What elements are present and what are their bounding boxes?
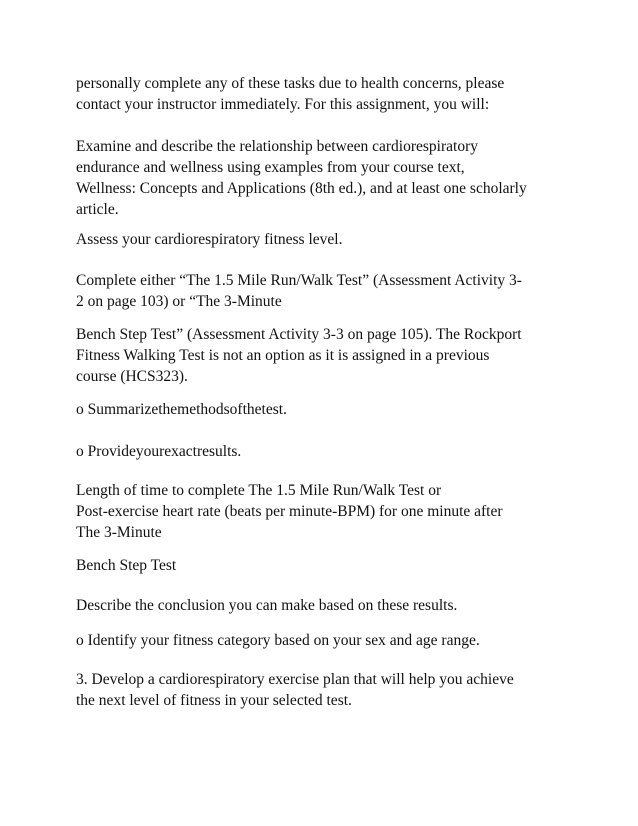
text-line: contact your instructor immediately. For this assignment, you will: <box>76 96 490 113</box>
paragraph-intro <box>76 73 576 115</box>
bullet-provide <box>76 441 576 462</box>
text-line: Bench Step Test <box>76 557 177 574</box>
paragraph-bench-step <box>76 324 576 387</box>
paragraph-length <box>76 480 576 543</box>
paragraph-complete <box>76 270 576 312</box>
text-line: Fitness Walking Test is not an option as it is assigned in a previous <box>76 347 490 364</box>
text-line: course (HCS323). <box>76 368 188 385</box>
paragraph-assess <box>76 229 576 250</box>
text-line: Complete either “The 1.5 Mile Run/Walk Test” (Assessment Activity 3- <box>76 272 522 289</box>
bullet-summarize <box>76 399 576 420</box>
paragraph-describe <box>76 595 576 616</box>
text-line: 3. Develop a cardiorespiratory exercise plan that will help you achieve <box>76 671 514 688</box>
paragraph-develop-plan <box>76 669 576 711</box>
text-line: Wellness: Concepts and Applications (8th ed.), and at least one scholarly <box>76 180 527 197</box>
text-line: Length of time to complete The 1.5 Mile Run/Walk Test or <box>76 482 442 499</box>
text-line: the next level of fitness in your selected test. <box>76 692 352 709</box>
text-line: o Summarizethemethodsofthetest. <box>76 401 287 418</box>
text-line: 2 on page 103) or “The 3-Minute <box>76 293 282 310</box>
text-line: Bench Step Test” (Assessment Activity 3-3 on page 105). The Rockport <box>76 326 522 343</box>
bullet-identify <box>76 630 576 651</box>
text-line: o Identify your fitness category based on your sex and age range. <box>76 632 480 649</box>
text-line: The 3-Minute <box>76 524 162 541</box>
text-line: article. <box>76 201 119 218</box>
text-line: Post-exercise heart rate (beats per minute-BPM) for one minute after <box>76 503 503 520</box>
paragraph-bench-step-test <box>76 555 576 576</box>
text-line: personally complete any of these tasks due to health concerns, please <box>76 75 505 92</box>
text-line: o Provideyourexactresults. <box>76 443 242 460</box>
text-line: Examine and describe the relationship between cardiorespiratory <box>76 138 478 155</box>
text-line: endurance and wellness using examples from your course text, <box>76 159 465 176</box>
text-line: Assess your cardiorespiratory fitness level. <box>76 231 343 248</box>
text-line: Describe the conclusion you can make based on these results. <box>76 597 458 614</box>
paragraph-examine <box>76 136 576 220</box>
